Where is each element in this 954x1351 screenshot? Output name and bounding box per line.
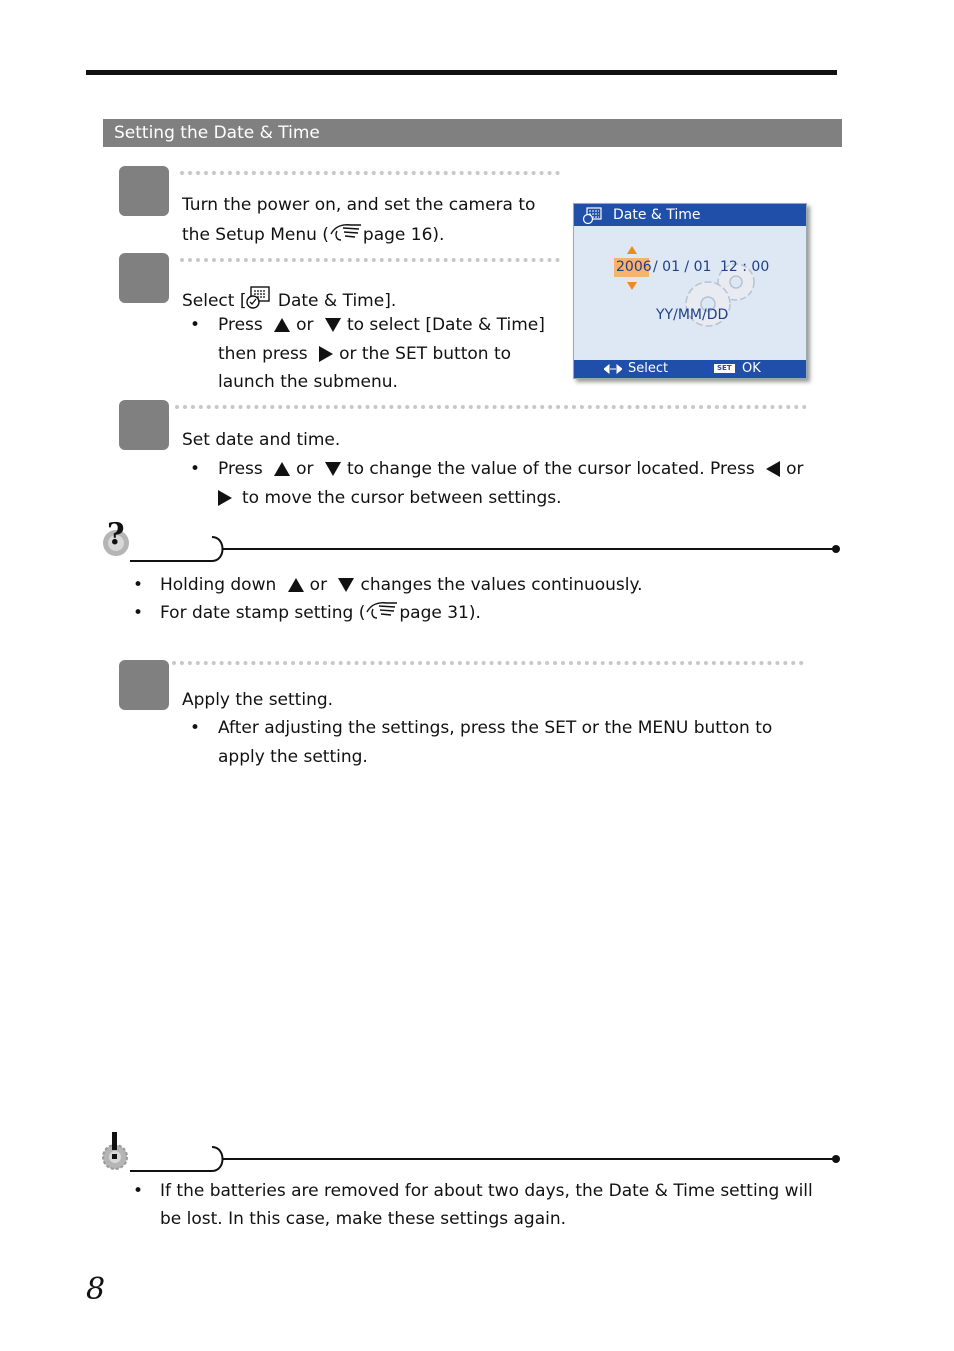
lcd-footer-bar bbox=[574, 360, 806, 378]
lcd-date-format: YY/MM/DD bbox=[656, 307, 729, 323]
down-arrow-icon bbox=[325, 318, 341, 332]
step-4-divider bbox=[172, 661, 804, 665]
bullet-text: or bbox=[296, 459, 314, 479]
step-2-select-label: Select [ bbox=[182, 291, 247, 311]
down-arrow-icon bbox=[338, 578, 354, 592]
bullet-text: or bbox=[296, 315, 314, 335]
caution-exclamation-icon bbox=[100, 1130, 132, 1174]
step-1-text-line1: Turn the power on, and set the camera to bbox=[182, 195, 536, 215]
step-3-bullet-1-line2 bbox=[218, 484, 562, 512]
lcd-title-bar bbox=[574, 204, 806, 226]
bullet-dot: • bbox=[133, 603, 144, 623]
pointing-hand-icon bbox=[365, 600, 399, 620]
bullet-dot: • bbox=[133, 575, 144, 595]
pointing-hand-icon bbox=[329, 222, 363, 242]
bullet-text: Press bbox=[218, 315, 263, 335]
left-right-arrows-icon bbox=[604, 364, 622, 374]
value-down-arrow-icon bbox=[627, 282, 637, 290]
hint-bullet-2 bbox=[133, 599, 481, 627]
caution-divider bbox=[130, 1144, 842, 1174]
bullet-text: After adjusting the settings, press the SET or the MENU button to bbox=[218, 718, 773, 738]
step-2-marker bbox=[119, 253, 169, 303]
bullet-text: Holding down bbox=[160, 575, 277, 595]
step-4-bullet-1-line2: apply the setting. bbox=[218, 747, 368, 767]
bullet-text: to move the cursor between settings. bbox=[242, 488, 562, 508]
hint-page-ref: page 31). bbox=[399, 603, 481, 623]
calendar-clock-icon bbox=[582, 207, 602, 224]
left-arrow-icon bbox=[766, 461, 780, 477]
step-1-text-part: the Setup Menu ( bbox=[182, 225, 329, 245]
bullet-text: For date stamp setting ( bbox=[160, 603, 366, 623]
step-2-divider bbox=[180, 258, 560, 262]
page-number: 8 bbox=[86, 1272, 106, 1307]
section-title: Setting the Date & Time bbox=[114, 123, 320, 143]
right-arrow-icon bbox=[218, 490, 232, 506]
lcd-month-day: / 01 / 01 bbox=[653, 259, 712, 275]
up-arrow-icon bbox=[274, 462, 290, 476]
bullet-dot: • bbox=[190, 459, 201, 479]
lcd-select-label: Select bbox=[628, 361, 669, 376]
caution-bullet-1-line2: be lost. In this case, make these settings again. bbox=[160, 1209, 567, 1229]
lcd-year: 2006 bbox=[616, 259, 652, 275]
step-3-marker bbox=[119, 400, 169, 450]
set-button-icon: SET bbox=[714, 364, 735, 373]
caution-bullet-1 bbox=[133, 1177, 813, 1205]
step-1-page-ref: page 16). bbox=[362, 225, 445, 245]
hint-divider bbox=[130, 534, 842, 564]
bullet-text: or bbox=[309, 575, 328, 595]
calendar-clock-icon bbox=[246, 285, 272, 309]
value-up-arrow-icon bbox=[627, 246, 637, 254]
bullet-text: to change the value of the cursor located. Press bbox=[346, 459, 755, 479]
right-arrow-icon bbox=[319, 346, 333, 362]
hint-bullet-1 bbox=[133, 571, 643, 599]
step-4-bullet-1 bbox=[190, 714, 772, 742]
lcd-title: Date & Time bbox=[613, 207, 701, 223]
bullet-text: If the batteries are removed for about two days, the Date & Time setting will bbox=[160, 1181, 813, 1201]
step-4-title: Apply the setting. bbox=[182, 690, 334, 710]
bullet-dot: • bbox=[133, 1181, 144, 1201]
step-3-divider bbox=[175, 405, 807, 409]
bullet-dot: • bbox=[190, 315, 201, 335]
camera-lcd-screenshot bbox=[573, 203, 807, 379]
step-3-title: Set date and time. bbox=[182, 430, 341, 450]
bullet-dot: • bbox=[190, 718, 201, 738]
svg-text:?: ? bbox=[107, 518, 125, 552]
hint-question-icon bbox=[101, 518, 133, 560]
section-header bbox=[103, 119, 842, 147]
bullet-text: to select [Date & Time] bbox=[346, 315, 545, 335]
step-3-bullet-1 bbox=[190, 455, 804, 483]
step-4-marker bbox=[119, 660, 169, 710]
bullet-text: or bbox=[786, 459, 804, 479]
up-arrow-icon bbox=[274, 318, 290, 332]
lcd-time: 12 : 00 bbox=[720, 259, 770, 275]
up-arrow-icon bbox=[288, 578, 304, 592]
step-2-bullet-1-line2 bbox=[218, 340, 511, 368]
step-2-bullet-1-line3: launch the submenu. bbox=[218, 372, 398, 392]
step-2-option-label: Date & Time]. bbox=[272, 291, 397, 311]
step-1-text-line2 bbox=[182, 221, 444, 249]
down-arrow-icon bbox=[325, 462, 341, 476]
top-rule bbox=[86, 70, 837, 75]
bullet-text: Press bbox=[218, 459, 263, 479]
bullet-text: then press bbox=[218, 344, 308, 364]
bullet-text: changes the values continuously. bbox=[360, 575, 643, 595]
step-2-bullet-1 bbox=[190, 311, 545, 339]
step-1-divider bbox=[180, 171, 560, 175]
lcd-ok-label: OK bbox=[742, 361, 761, 376]
bullet-text: or the SET button to bbox=[339, 344, 512, 364]
step-1-marker bbox=[119, 166, 169, 216]
